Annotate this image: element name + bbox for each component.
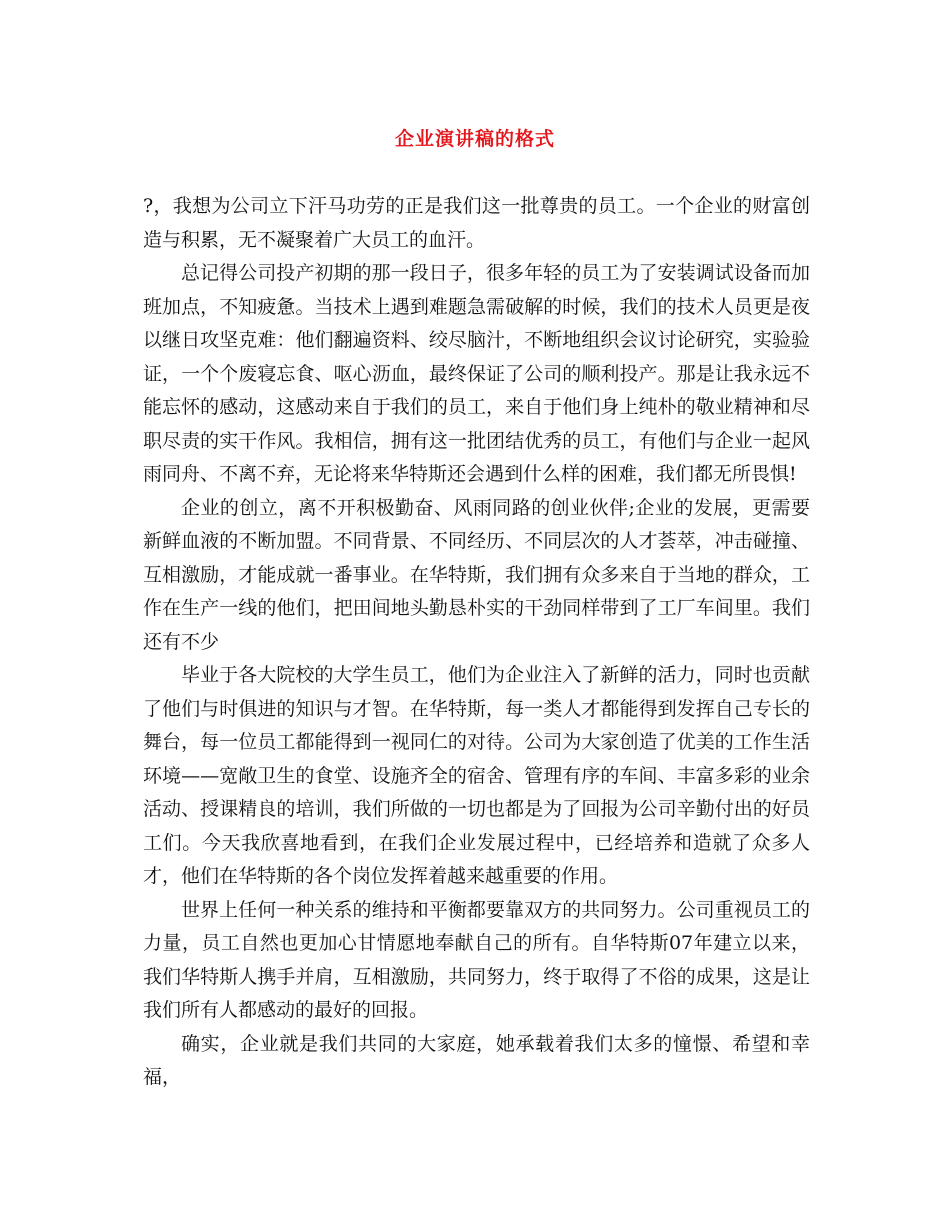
paragraph: ?，我想为公司立下汗马功劳的正是我们这一批尊贵的员工。一个企业的财富创造与积累，无不凝聚着广大员工的血汗。 [143, 195, 810, 251]
document-title: 企业演讲稿的格式 [394, 128, 555, 150]
paragraph: 确实，企业就是我们共同的大家庭，她承载着我们太多的憧憬、希望和幸福， [143, 1032, 810, 1088]
paragraph: 世界上任何一种关系的维持和平衡都要靠双方的共同努力。公司重视员工的力量，员工自然也更加心甘情愿地奉献自己的所有。自华特斯07年建立以来，我们华特斯人携手并肩，互相激励，共同努力，终于取得了不俗的成果，这是让我们所有人都感动的最好的回报。 [143, 898, 810, 1021]
paragraph: 企业的创立，离不开积极勤奋、风雨同路的创业伙伴;企业的发展，更需要新鲜血液的不断加盟。不同背景、不同经历、不同层次的人才荟萃，冲击碰撞、互相激励，才能成就一番事业。在华特斯，我们拥有众多来自于当地的群众，工作在生产一线的他们，把田间地头勤恳朴实的干劲同样带到了工厂车间里。我们还有不少 [143, 496, 810, 653]
paragraph: 总记得公司投产初期的那一段日子，很多年轻的员工为了安装调试设备而加班加点，不知疲惫。当技术上遇到难题急需破解的时候，我们的技术人员更是夜以继日攻坚克难：他们翻遍资料、绞尽脑汁，不断地组织会议讨论研究，实验验证，一个个废寝忘食、呕心沥血，最终保证了公司的顺利投产。那是让我永远不能忘怀的感动，这感动来自于我们的员工，来自于他们身上纯朴的敬业精神和尽职尽责的实干作风。我相信，拥有这一批团结优秀的员工，有他们与企业一起风雨同舟、不离不弃，无论将来华特斯还会遇到什么样的困难，我们都无所畏惧! [143, 262, 810, 485]
document-body [143, 190, 810, 1095]
paragraph: 毕业于各大院校的大学生员工，他们为企业注入了新鲜的活力，同时也贡献了他们与时俱进的知识与才智。在华特斯，每一类人才都能得到发挥自己专长的舞台，每一位员工都能得到一视同仁的对待。公司为大家创造了优美的工作生活环境——宽敞卫生的食堂、设施齐全的宿舍、管理有序的车间、丰富多彩的业余活动、授课精良的培训，我们所做的一切也都是为了回报为公司辛勤付出的好员工们。今天我欣喜地看到，在我们企业发展过程中，已经培养和造就了众多人才，他们在华特斯的各个岗位发挥着越来越重要的作用。 [143, 664, 810, 887]
